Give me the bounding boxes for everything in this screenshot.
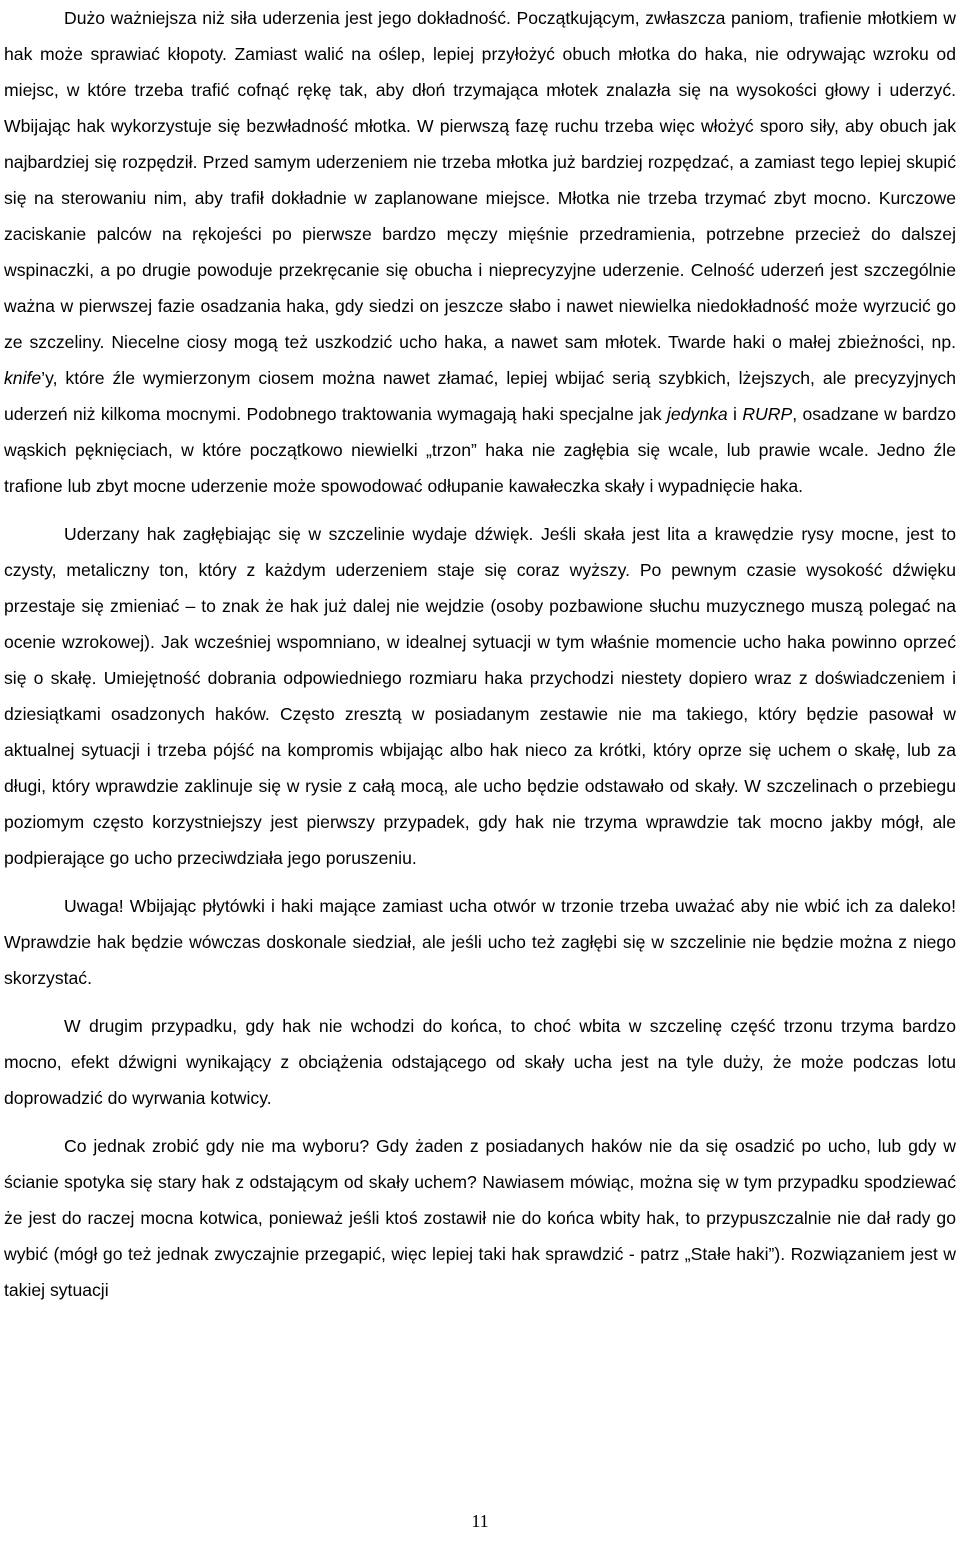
text-run: , osadzane w bardzo wąskich pęknięciach, w które początkowo niewielki „trzon” haka nie zagłębia się wcale, lub prawie wcale. Jedno źle trafione lub zbyt mocne uderzenie może spowodować odłupanie kawałeczka skały i wypadnięcie haka. xyxy=(4,404,956,496)
paragraph-2 xyxy=(4,516,956,876)
text-run: Uderzany hak zagłębiając się w szczelinie wydaje dźwięk. Jeśli skała jest lita a krawędzie rysy mocne, jest to czysty, metaliczny ton, który z każdym uderzeniem staje się coraz wyższy. Po pewnym czasie wysokość dźwięku przestaje się zmieniać – to znak że hak już dalej nie wejdzie (osoby pozbawione słuchu muzycznego muszą polegać na ocenie wzrokowej). Jak wcześniej wspomniano, w idealnej sytuacji w tym właśnie momencie ucho haka powinno oprzeć się o skałę. Umiejętność dobrania odpowiedniego rozmiaru haka przychodzi niestety dopiero wraz z doświadczeniem i dziesiątkami osadzonych haków. Często zresztą w posiadanym zestawie nie ma takiego, który będzie pasował w aktualnej sytuacji i trzeba pójść na kompromis wbijając albo hak nieco za krótki, który oprze się uchem o skałę, lub za długi, który wprawdzie zaklinuje się w rysie z całą mocą, ale ucho będzie odstawało od skały. W szczelinach o przebiegu poziomym często korzystniejszy jest pierwszy przypadek, gdy hak nie trzyma wprawdzie tak mocno jakby mógł, ale podpierające go ucho przeciwdziała jego poruszeniu. xyxy=(4,524,956,868)
italic-term: jedynka xyxy=(667,404,728,424)
document-page xyxy=(4,0,956,1541)
body-text xyxy=(4,0,956,1308)
italic-term: RURP xyxy=(742,404,793,424)
text-run: Dużo ważniejsza niż siła uderzenia jest jego dokładność. Początkującym, zwłaszcza paniom, trafienie młotkiem w hak może sprawiać kłopoty. Zamiast walić na oślep, lepiej przyłożyć obuch młotka do haka, nie odrywając wzroku od miejsc, w które trzeba trafić cofnąć rękę tak, aby dłoń trzymająca młotek znalazła się na wysokości głowy i uderzyć. Wbijając hak wykorzystuje się bezwładność młotka. W pierwszą fazę ruchu trzeba więc włożyć sporo siły, aby obuch jak najbardziej się rozpędził. Przed samym uderzeniem nie trzeba młotka już bardziej rozpędzać, a zamiast tego lepiej skupić się na sterowaniu nim, aby trafił dokładnie w zaplanowane miejsce. Młotka nie trzeba trzymać zbyt mocno. Kurczowe zaciskanie palców na rękojeści po pierwsze bardzo męczy mięśnie przedramienia, potrzebne przecież do dalszej wspinaczki, a po drugie powoduje przekręcanie się obucha i nieprecyzyjne uderzenie. Celność uderzeń jest szczególnie ważna w pierwszej fazie osadzania haka, gdy siedzi on jeszcze słabo i nawet niewielka niedokładność może wyrzucić go ze szczeliny. Niecelne ciosy mogą też uszkodzić ucho haka, a nawet sam młotek. Twarde haki o małej zbieżności, np. xyxy=(4,8,956,352)
paragraph-4 xyxy=(4,1008,956,1116)
paragraph-5 xyxy=(4,1128,956,1308)
paragraph-1 xyxy=(4,0,956,504)
text-run: ’y, które źle wymierzonym ciosem można nawet złamać, lepiej wbijać serią szybkich, lżejszych, ale precyzyjnych uderzeń niż kilkoma mocnymi. Podobnego traktowania wymagają haki specjalne jak xyxy=(4,368,956,424)
italic-term: knife xyxy=(4,368,42,388)
page-number: 11 xyxy=(471,1511,489,1531)
text-run: W drugim przypadku, gdy hak nie wchodzi do końca, to choć wbita w szczelinę część trzonu trzyma bardzo mocno, efekt dźwigni wynikający z obciążenia odstającego od skały ucha jest na tyle duży, że może podczas lotu doprowadzić do wyrwania kotwicy. xyxy=(4,1016,956,1108)
text-run: Uwaga! Wbijając płytówki i haki mające zamiast ucha otwór w trzonie trzeba uważać aby nie wbić ich za daleko! Wprawdzie hak będzie wówczas doskonale siedział, ale jeśli ucho też zagłębi się w szczelinie nie będzie można z niego skorzystać. xyxy=(4,896,956,988)
text-run: i xyxy=(727,404,743,424)
paragraph-3 xyxy=(4,888,956,996)
text-run: Co jednak zrobić gdy nie ma wyboru? Gdy żaden z posiadanych haków nie da się osadzić po ucho, lub gdy w ścianie spotyka się stary hak z odstającym od skały uchem? Nawiasem mówiąc, można się w tym przypadku spodziewać że jest do raczej mocna kotwica, ponieważ jeśli ktoś zostawił nie do końca wbity hak, to przypuszczalnie nie dał rady go wybić (mógł go też jednak zwyczajnie przegapić, więc lepiej taki hak sprawdzić - patrz „Stałe haki”). Rozwiązaniem jest w takiej sytuacji xyxy=(4,1136,956,1300)
